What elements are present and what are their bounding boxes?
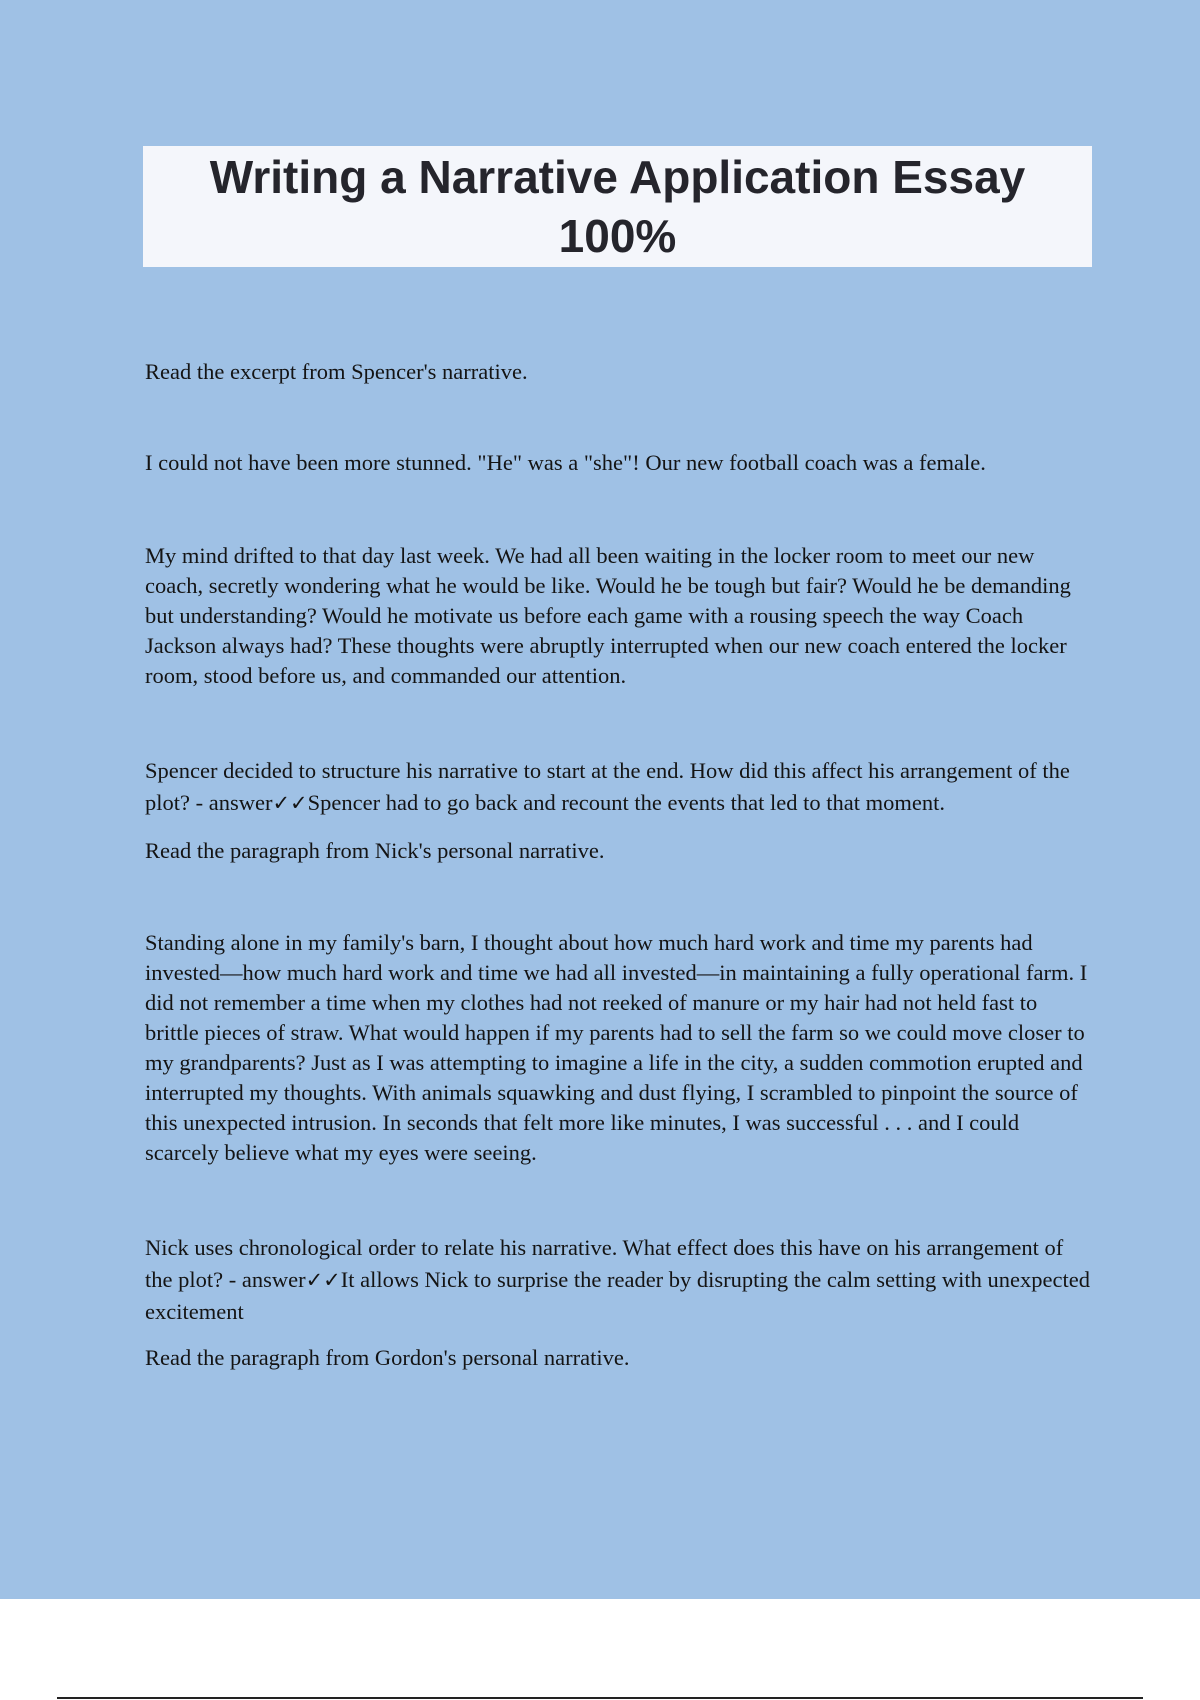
paragraph-spencer-excerpt: My mind drifted to that day last week. We had all been waiting in the locker room to meet our new coach, secretly wondering what he would be like. Would he be tough but fair? Would he be demanding but understanding? Would he motivate us before each game with a rousing speech the way Coach Jackson always had? These thoughts were abruptly interrupted when our new coach entered the locker room, stood before us, and commanded our attention. [145, 543, 1071, 688]
paragraph-spencer-opening: I could not have been more stunned. "He" was a "she"! Our new football coach was a female. [145, 450, 986, 475]
document-title-line-2: 100% [558, 210, 677, 262]
question-nick-chronology [145, 1232, 1090, 1328]
answer-text: Spencer had to go back and recount the events that led to that moment. [307, 790, 945, 815]
paragraph-intro-gordon: Read the paragraph from Gordon's personal narrative. [145, 1345, 630, 1370]
question-text: Spencer decided to structure his narrative to start at the end. How did this affect his arrangement of the plot? - answer [145, 758, 1070, 815]
paragraph-intro-spencer: Read the excerpt from Spencer's narrative. [145, 359, 528, 384]
question-text: Nick uses chronological order to relate his narrative. What effect does this have on his arrangement of the plot? - answer [145, 1235, 1064, 1292]
answer-text: It allows Nick to surprise the reader by disrupting the calm setting with unexpected excitement [145, 1267, 1090, 1324]
document-title-line-1: Writing a Narrative Application Essay [209, 151, 1026, 203]
checkmark-icon: ✓✓ [305, 1268, 341, 1292]
footer-divider [57, 1697, 1143, 1699]
paragraph-nick-excerpt: Standing alone in my family's barn, I thought about how much hard work and time my parents had invested—how much hard work and time we had all invested—in maintaining a fully operational farm. I did not remember a time when my clothes had not reeked of manure or my hair had not held fast to brittle pieces of straw. What would happen if my parents had to sell the farm so we could move closer to my grandparents? Just as I was attempting to imagine a life in the city, a sudden commotion erupted and interrupted my thoughts. With animals squawking and dust flying, I scrambled to pinpoint the source of this unexpected intrusion. In seconds that felt more like minutes, I was successful . . . and I could scarcely believe what my eyes were seeing. [145, 930, 1088, 1165]
title-banner [143, 146, 1092, 267]
question-spencer-structure [145, 755, 1090, 819]
paragraph-intro-nick: Read the paragraph from Nick's personal narrative. [145, 838, 605, 863]
checkmark-icon: ✓✓ [272, 791, 308, 815]
